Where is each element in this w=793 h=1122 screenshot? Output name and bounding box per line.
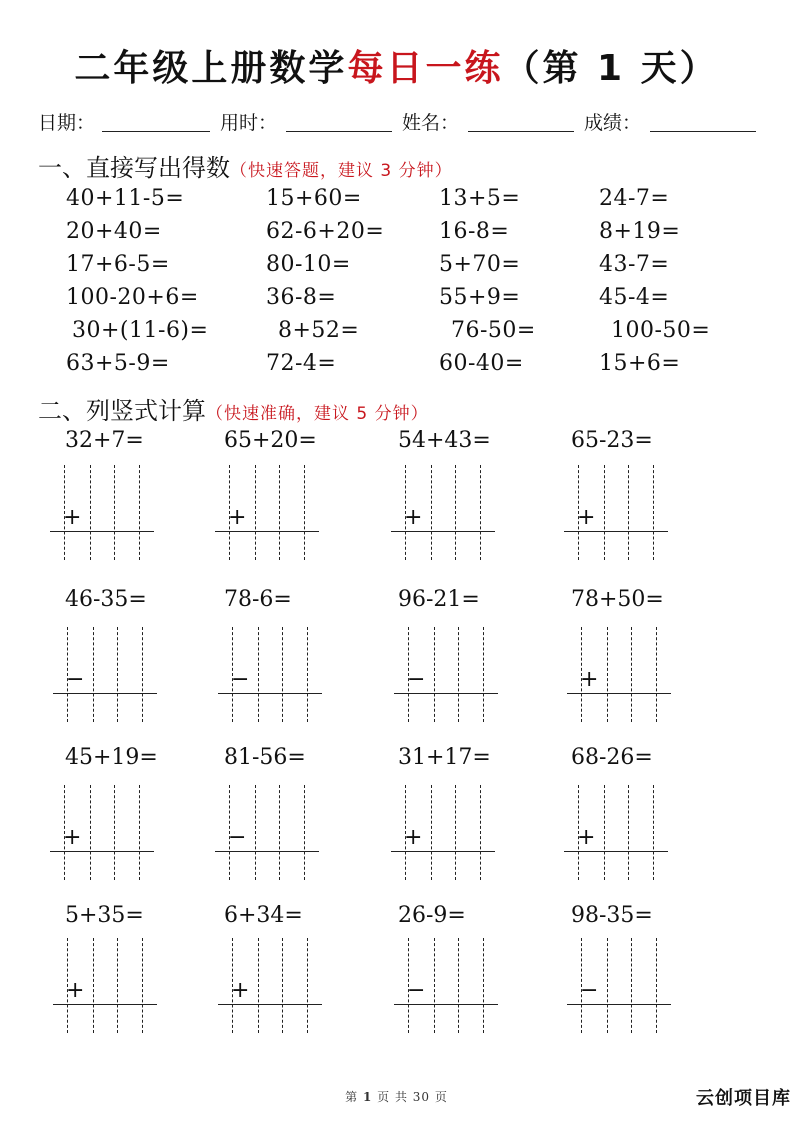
vertical-problem-label: 78+50= <box>571 587 664 612</box>
oral-problem: 8+19= <box>599 219 681 244</box>
sum-line <box>50 851 154 852</box>
oral-problem: 60-40= <box>439 351 524 376</box>
footer-page-number: 1 <box>362 1090 373 1104</box>
vertical-problem-label: 96-21= <box>398 587 480 612</box>
score-label: 成绩： <box>584 112 642 134</box>
digit-column-guide <box>656 938 657 1033</box>
digit-column-guide <box>93 627 94 722</box>
digit-column-guide <box>604 465 605 560</box>
section2-heading: 二、列竖式计算 <box>38 397 206 425</box>
vertical-problem-label: 65-23= <box>571 428 653 453</box>
digit-column-guide <box>255 465 256 560</box>
digit-column-guide <box>139 785 140 880</box>
vertical-calc-grid[interactable] <box>391 465 501 560</box>
section1-hint: （快速答题，建议 3 分钟） <box>230 161 453 181</box>
oral-problem: 76-50= <box>451 318 536 343</box>
digit-column-guide <box>631 938 632 1033</box>
digit-column-guide <box>431 785 432 880</box>
sum-line <box>53 1004 157 1005</box>
date-blank[interactable] <box>102 131 210 132</box>
footer-suffix: 页 <box>434 1090 448 1104</box>
name-blank[interactable] <box>468 131 574 132</box>
vertical-calc-grid[interactable] <box>391 785 501 880</box>
page-footer <box>0 1088 793 1105</box>
digit-column-guide <box>307 938 308 1033</box>
footer-prefix: 第 <box>345 1090 359 1104</box>
oral-problem: 63+5-9= <box>66 351 170 376</box>
digit-column-guide <box>631 627 632 722</box>
section2-title <box>38 391 429 426</box>
operator-sign: − <box>407 667 426 692</box>
digit-column-guide <box>458 938 459 1033</box>
info-row <box>38 108 768 136</box>
vertical-problem-label: 26-9= <box>398 903 466 928</box>
oral-problem: 13+5= <box>439 186 521 211</box>
page-title <box>0 40 793 91</box>
vertical-problem-label: 78-6= <box>224 587 292 612</box>
sum-line <box>215 851 319 852</box>
vertical-problem-label: 68-26= <box>571 745 653 770</box>
operator-sign: − <box>66 667 85 692</box>
digit-column-guide <box>458 627 459 722</box>
sum-line <box>567 1004 671 1005</box>
sum-line <box>391 531 495 532</box>
digit-column-guide <box>483 627 484 722</box>
digit-column-guide <box>93 938 94 1033</box>
oral-problem: 16-8= <box>439 219 510 244</box>
operator-sign: + <box>63 505 82 530</box>
vertical-calc-grid[interactable] <box>215 465 325 560</box>
digit-column-guide <box>304 785 305 880</box>
section2-hint: （快速准确，建议 5 分钟） <box>206 404 429 424</box>
date-label: 日期： <box>38 112 96 134</box>
oral-problem: 80-10= <box>266 252 351 277</box>
sum-line <box>564 851 668 852</box>
vertical-problem-label: 65+20= <box>224 428 317 453</box>
sum-line <box>394 1004 498 1005</box>
sum-line <box>391 851 495 852</box>
digit-column-guide <box>653 465 654 560</box>
oral-problem: 24-7= <box>599 186 670 211</box>
score-blank[interactable] <box>650 131 756 132</box>
sum-line <box>394 693 498 694</box>
operator-sign: + <box>577 825 596 850</box>
oral-problem: 55+9= <box>439 285 521 310</box>
oral-problem: 20+40= <box>66 219 162 244</box>
digit-column-guide <box>607 938 608 1033</box>
sum-line <box>218 1004 322 1005</box>
operator-sign: + <box>404 825 423 850</box>
title-grade: 二年级上册数学 <box>74 48 348 89</box>
vertical-calc-grid[interactable] <box>50 465 160 560</box>
digit-column-guide <box>628 465 629 560</box>
operator-sign: + <box>404 505 423 530</box>
vertical-calc-grid[interactable] <box>215 785 325 880</box>
footer-middle: 页 共 <box>377 1090 408 1104</box>
footer-total-pages: 30 <box>412 1090 431 1104</box>
digit-column-guide <box>114 785 115 880</box>
digit-column-guide <box>258 627 259 722</box>
vertical-calc-grid[interactable] <box>394 938 504 1033</box>
digit-column-guide <box>483 938 484 1033</box>
operator-sign: − <box>580 978 599 1003</box>
digit-column-guide <box>431 465 432 560</box>
digit-column-guide <box>604 785 605 880</box>
title-daily-practice: 每日一练 <box>347 48 504 89</box>
digit-column-guide <box>258 938 259 1033</box>
sum-line <box>218 693 322 694</box>
oral-problem: 62-6+20= <box>266 219 385 244</box>
vertical-problem-label: 32+7= <box>65 428 144 453</box>
vertical-problem-label: 54+43= <box>398 428 491 453</box>
title-day: （第 1 天） <box>503 48 719 89</box>
vertical-calc-grid[interactable] <box>218 627 328 722</box>
vertical-problem-label: 6+34= <box>224 903 303 928</box>
digit-column-guide <box>455 465 456 560</box>
digit-column-guide <box>90 785 91 880</box>
digit-column-guide <box>434 938 435 1033</box>
section1-heading: 一、直接写出得数 <box>38 154 230 182</box>
vertical-problem-label: 45+19= <box>65 745 158 770</box>
vertical-problem-label: 31+17= <box>398 745 491 770</box>
operator-sign: + <box>66 978 85 1003</box>
oral-problem: 5+70= <box>439 252 521 277</box>
operator-sign: + <box>228 505 247 530</box>
digit-column-guide <box>142 627 143 722</box>
digit-column-guide <box>628 785 629 880</box>
time-label: 用时： <box>220 112 278 134</box>
digit-column-guide <box>139 465 140 560</box>
digit-column-guide <box>653 785 654 880</box>
digit-column-guide <box>455 785 456 880</box>
name-label: 姓名： <box>402 112 460 134</box>
vertical-calc-grid[interactable] <box>50 785 160 880</box>
digit-column-guide <box>607 627 608 722</box>
vertical-problem-label: 81-56= <box>224 745 306 770</box>
oral-problem: 40+11-5= <box>66 186 185 211</box>
vertical-calc-grid[interactable] <box>218 938 328 1033</box>
digit-column-guide <box>304 465 305 560</box>
operator-sign: − <box>407 978 426 1003</box>
vertical-problem-label: 5+35= <box>65 903 144 928</box>
oral-problem: 17+6-5= <box>66 252 170 277</box>
operator-sign: + <box>580 667 599 692</box>
vertical-calc-grid[interactable] <box>53 938 163 1033</box>
digit-column-guide <box>117 938 118 1033</box>
sum-line <box>50 531 154 532</box>
vertical-calc-grid[interactable] <box>394 627 504 722</box>
digit-column-guide <box>434 627 435 722</box>
vertical-problem-label: 98-35= <box>571 903 653 928</box>
operator-sign: − <box>228 825 247 850</box>
sum-line <box>567 693 671 694</box>
oral-problem: 30+(11-6)= <box>72 318 209 343</box>
section1-title <box>38 148 453 183</box>
operator-sign: + <box>231 978 250 1003</box>
operator-sign: + <box>577 505 596 530</box>
operator-sign: − <box>231 667 250 692</box>
oral-problem: 15+60= <box>266 186 362 211</box>
digit-column-guide <box>282 627 283 722</box>
digit-column-guide <box>279 785 280 880</box>
oral-problem: 36-8= <box>266 285 337 310</box>
oral-problem: 72-4= <box>266 351 337 376</box>
oral-problem: 100-20+6= <box>66 285 199 310</box>
time-blank[interactable] <box>286 131 392 132</box>
digit-column-guide <box>255 785 256 880</box>
operator-sign: + <box>63 825 82 850</box>
sum-line <box>53 693 157 694</box>
brand-mark: 云创项目库 <box>696 1088 791 1109</box>
sum-line <box>215 531 319 532</box>
oral-problem: 8+52= <box>278 318 360 343</box>
vertical-calc-grid[interactable] <box>53 627 163 722</box>
oral-problem: 45-4= <box>599 285 670 310</box>
digit-column-guide <box>282 938 283 1033</box>
digit-column-guide <box>142 938 143 1033</box>
digit-column-guide <box>307 627 308 722</box>
oral-problem: 43-7= <box>599 252 670 277</box>
digit-column-guide <box>117 627 118 722</box>
digit-column-guide <box>656 627 657 722</box>
digit-column-guide <box>480 465 481 560</box>
digit-column-guide <box>90 465 91 560</box>
vertical-calc-grid[interactable] <box>564 785 674 880</box>
vertical-calc-grid[interactable] <box>567 938 677 1033</box>
digit-column-guide <box>114 465 115 560</box>
digit-column-guide <box>279 465 280 560</box>
oral-problem: 100-50= <box>611 318 711 343</box>
digit-column-guide <box>480 785 481 880</box>
vertical-calc-grid[interactable] <box>564 465 674 560</box>
vertical-problem-label: 46-35= <box>65 587 147 612</box>
vertical-calc-grid[interactable] <box>567 627 677 722</box>
sum-line <box>564 531 668 532</box>
oral-problem: 15+6= <box>599 351 681 376</box>
